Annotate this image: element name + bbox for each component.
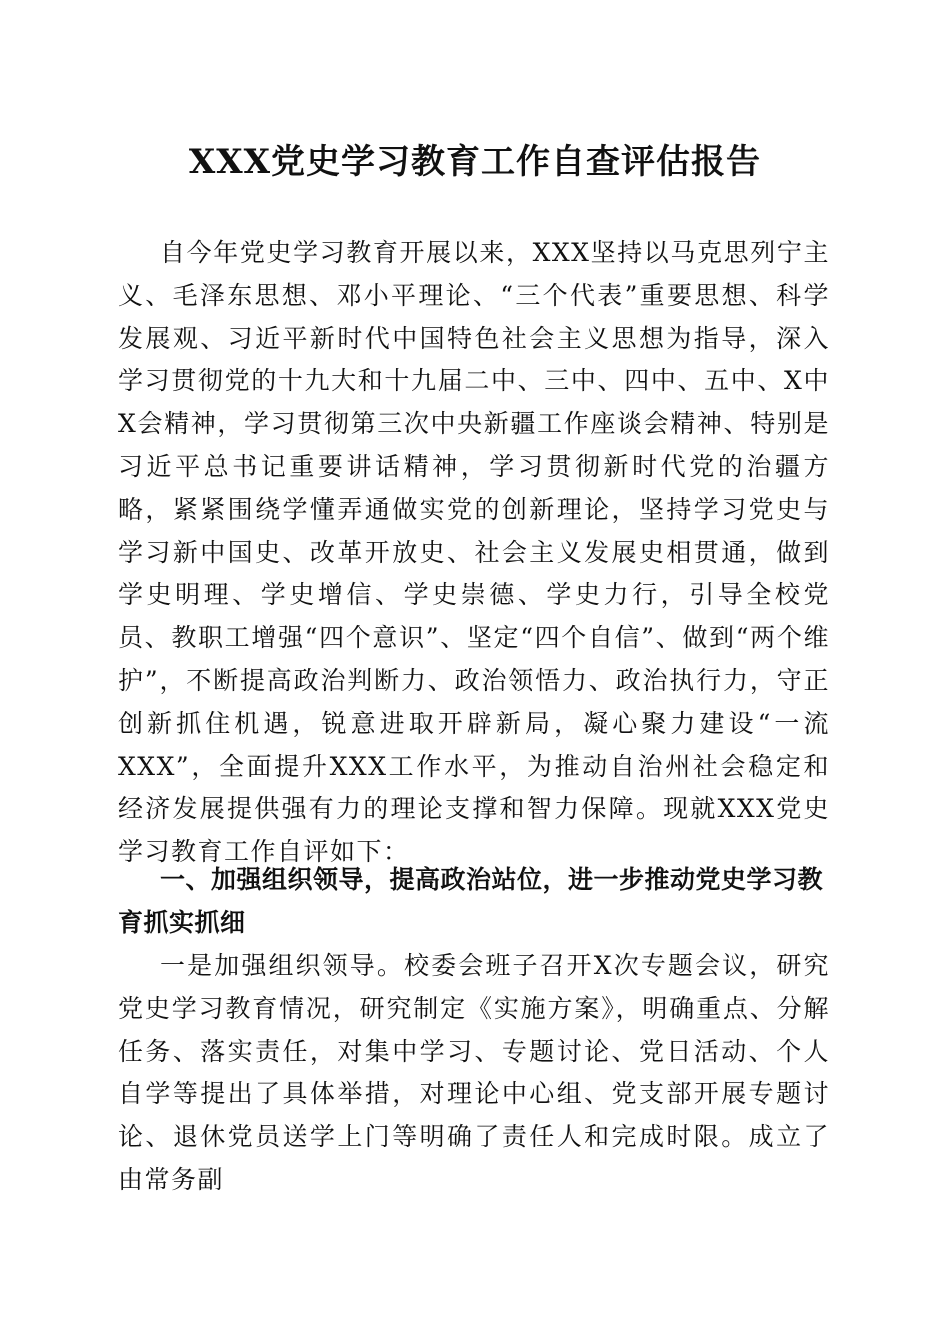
section-paragraph: 一是加强组织领导。校委会班子召开X次专题会议，研究党史学习教育情况，研究制定《实施方案》，明确重点、分解任务、落实责任，对集中学习、专题讨论、党日活动、个人自学等提出了具体举措，对理论中心组、党支部开展专题讨论、退休党员送学上门等明确了责任人和完成时限。成立了由常务副 [118,951,830,1194]
document-title: XXX党史学习教育工作自查评估报告 [188,142,762,182]
intro-paragraph: 自今年党史学习教育开展以来，XXX坚持以马克思列宁主义、毛泽东思想、邓小平理论、“三个代表”重要思想、科学发展观、习近平新时代中国特色社会主义思想为指导，深入学习贯彻党的十九大和十九届二中、三中、四中、五中、X中X会精神，学习贯彻第三次中央新疆工作座谈会精神、特别是习近平总书记重要讲话精神，学习贯彻新时代党的治疆方略，紧紧围绕学懂弄通做实党的创新理论，坚持学习党史与学习新中国史、改革开放史、社会主义发展史相贯通，做到学史明理、学史增信、学史崇德、学史力行，引导全校党员、教职工增强“四个意识”、坚定“四个自信”、做到“两个维护”，不断提高政治判断力、政治领悟力、政治执行力，守正创新抓住机遇，锐意进取开辟新局，凝心聚力建设“一流XXX”，全面提升XXX工作水平，为推动自治州社会稳定和经济发展提供强有力的理论支撑和智力保障。现就XXX党史学习教育工作自评如下： [118,238,830,867]
section-heading: 一、加强组织领导，提高政治站位，进一步推动党史学习教育抓实抓细 [118,865,824,937]
